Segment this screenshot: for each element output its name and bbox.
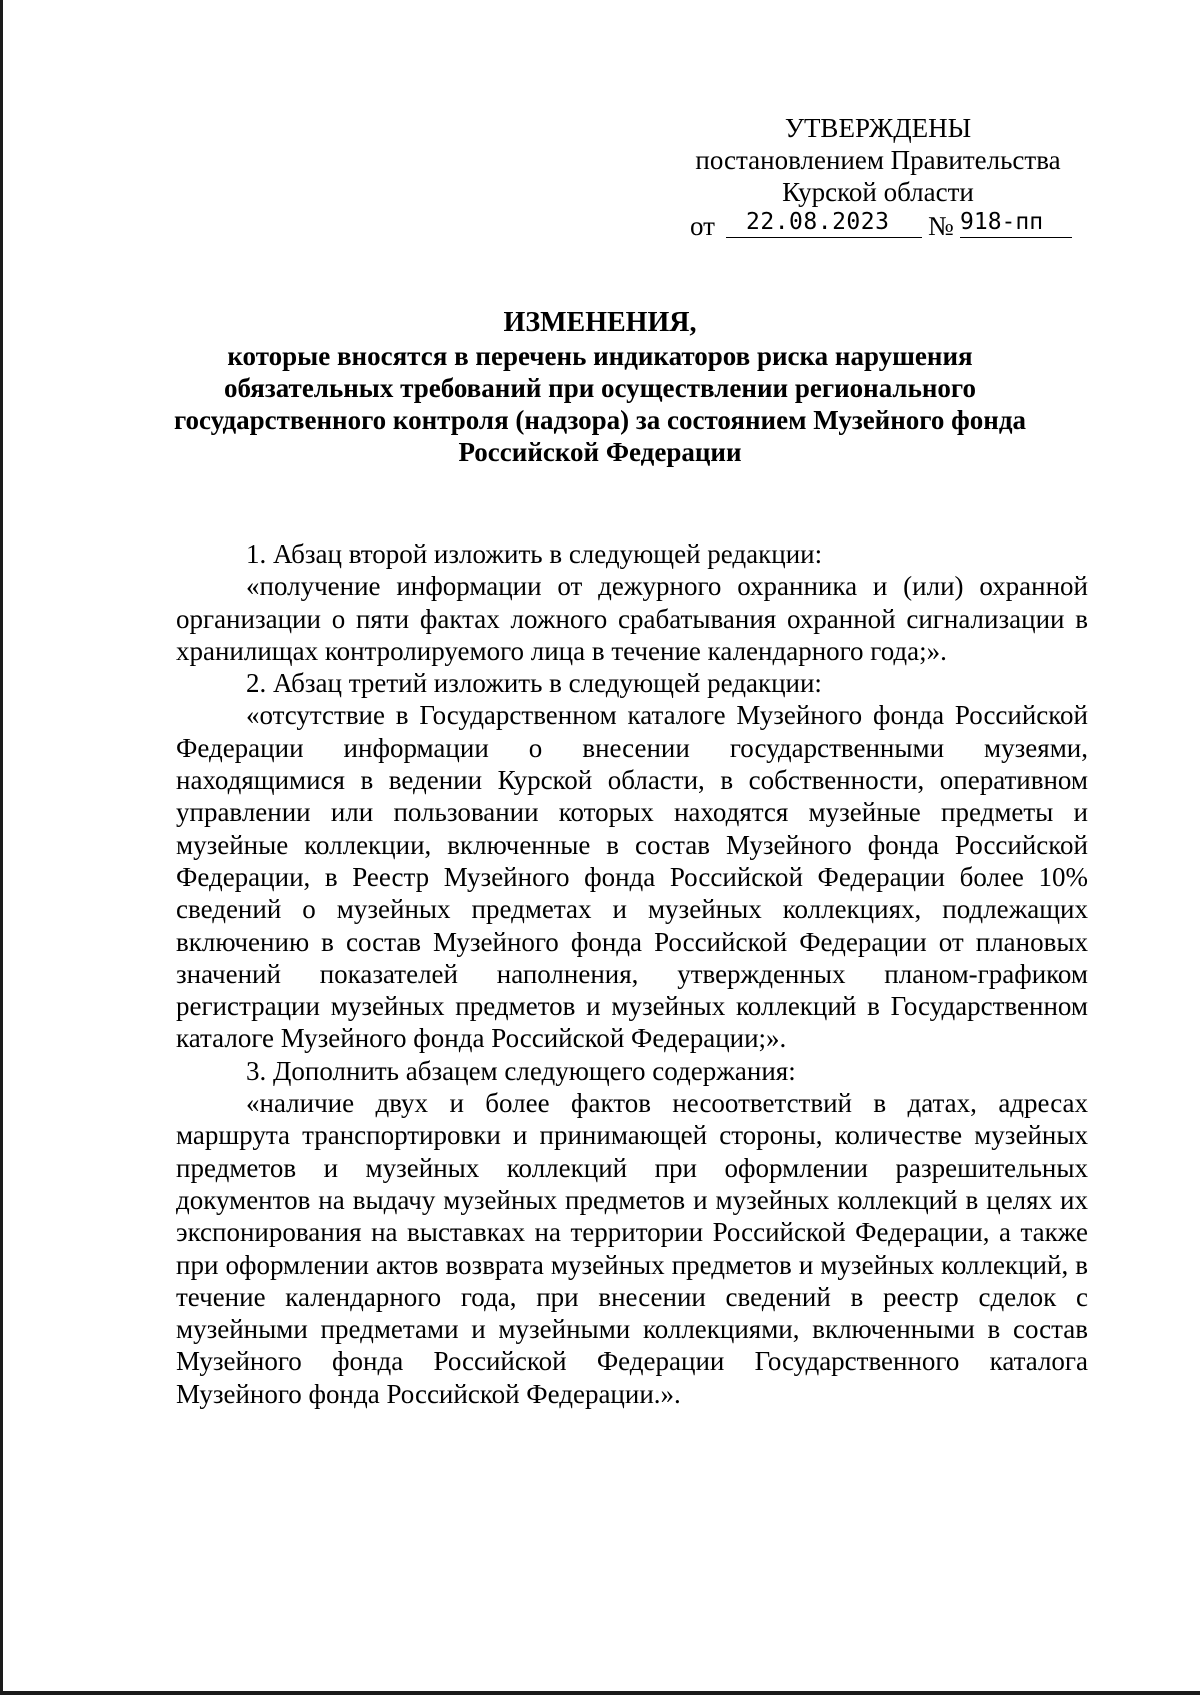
number-sign: № bbox=[928, 211, 954, 241]
approved-region-line: Курской области bbox=[782, 177, 974, 207]
scan-edge-bottom bbox=[0, 1691, 1200, 1695]
approved-by-line: постановлением Правительства bbox=[695, 145, 1061, 175]
paragraph-1: 1. Абзац второй изложить в следующей редакции: bbox=[246, 539, 823, 569]
paragraph-6: «наличие двух и более фактов несоответствий в датах, адресах маршрута транспортировки и принимающей стороны, количестве музейных предметов и музейных коллекций при оформлении разрешительных документов на выдачу музейных предметов и музейных коллекций в целях их экспонирования на выставках на территории Российской Федерации, а также при оформлении актов возврата музейных предметов и музейных коллекций, в течение календарного года, при внесении сведений в реестр сделок с музейными предметами и музейными коллекциями, включенными в состав Музейного фонда Российской Федерации Государственного каталога Музейного фонда Российской Федерации.». bbox=[176, 1088, 1088, 1409]
paragraph-3: 2. Абзац третий изложить в следующей редакции: bbox=[246, 668, 822, 699]
document-title-block bbox=[150, 306, 1050, 468]
approved-heading: УТВЕРЖДЕНЫ bbox=[784, 113, 972, 143]
approval-number: 918-пп bbox=[960, 206, 1072, 238]
approval-date-row bbox=[668, 208, 1088, 242]
approval-stamp bbox=[668, 112, 1088, 242]
date-prefix: от bbox=[690, 211, 715, 241]
scan-edge-left bbox=[0, 0, 3, 1695]
paragraph-5: 3. Дополнить абзацем следующего содержания: bbox=[246, 1055, 796, 1086]
document-title: ИЗМЕНЕНИЯ, bbox=[503, 307, 697, 338]
document-body bbox=[176, 538, 1088, 1410]
approval-date: 22.08.2023 bbox=[726, 206, 922, 238]
document-subtitle bbox=[150, 340, 1050, 468]
paragraph-2: «получение информации от дежурного охранника и (или) охранной организации о пяти фактах ложного срабатывания охранной сигнализации в хранилищах контролируемого лица в течение календарного года;». bbox=[176, 571, 1088, 666]
subtitle-text: которые вносятся в перечень индикаторов риска нарушения обязательных требований при осуществлении регионального государственного контроля (надзора) за состоянием Музейного фонда Российской Федерации bbox=[173, 341, 1027, 467]
paragraph-4: «отсутствие в Государственном каталоге Музейного фонда Российской Федерации информации о внесении государственными музеями, находящимися в ведении Курской области, в собственности, оперативном управлении или пользовании которых находятся музейные предметы и музейные коллекции, включенные в состав Музейного фонда Российской Федерации, в Реестр Музейного фонда Российской Федерации более 10% сведений о музейных предметах и музейных коллекциях, подлежащих включению в состав Музейного фонда Российской Федерации от плановых значений показателей наполнения, утвержденных планом-графиком регистрации музейных предметов и музейных коллекций в Государственном каталоге Музейного фонда Российской Федерации;». bbox=[176, 700, 1088, 1054]
